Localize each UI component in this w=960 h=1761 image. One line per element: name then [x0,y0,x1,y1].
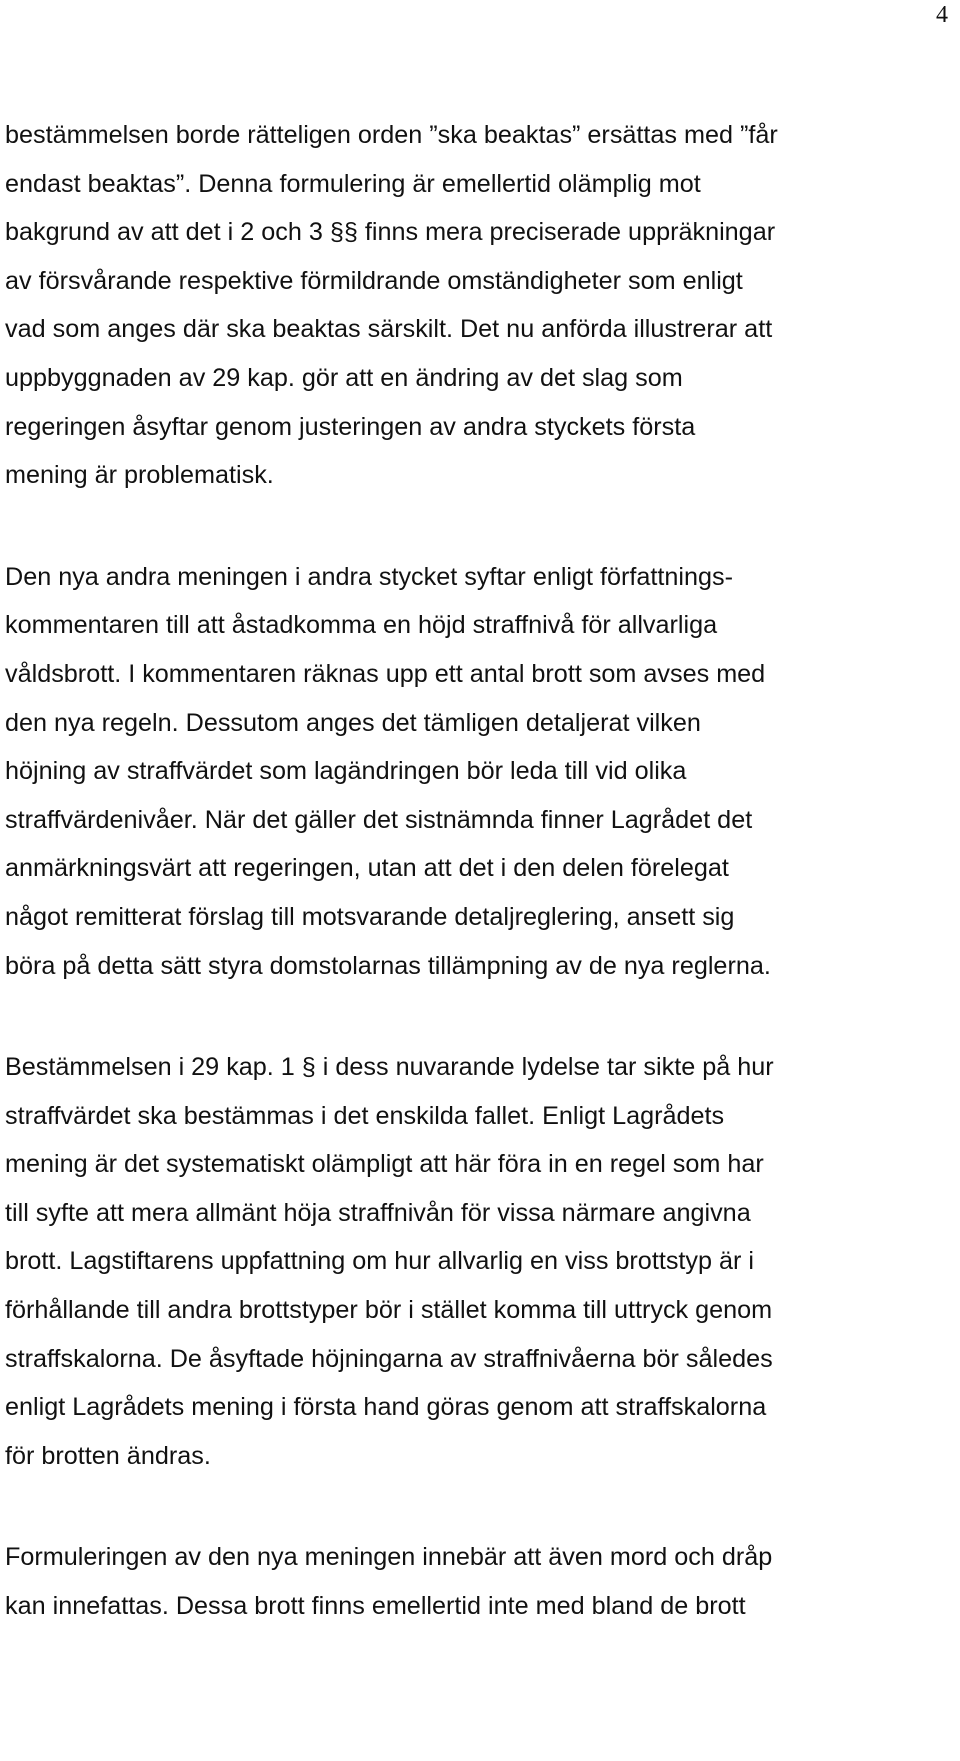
text-line: brott. Lagstiftarens uppfattning om hur allvarlig en viss brottstyp är i [5,1247,754,1276]
text-line: endast beaktas”. Denna formulering är emellertid olämplig mot [5,169,701,198]
text-line: Den nya andra meningen i andra stycket syftar enligt författnings- [5,562,734,591]
paragraph-1 [5,111,950,500]
text-line: kommentaren till att åstadkomma en höjd straffnivå för allvarliga [5,611,718,640]
text-line: straffskalorna. De åsyftade höjningarna av straffnivåerna bör således [5,1344,773,1373]
text-line: höjning av straffvärdet som lagändringen bör leda till vid olika [5,757,687,786]
text-line: straffvärdenivåer. När det gäller det sistnämnda finner Lagrådet det [5,805,753,834]
text-line: böra på detta sätt styra domstolarnas tillämpning av de nya reglerna. [5,951,771,980]
text-line: för brotten ändras. [5,1441,211,1470]
text-line: våldsbrott. I kommentaren räknas upp ett antal brott som avses med [5,659,766,688]
paragraph-4 [5,1533,950,1630]
text-line: Bestämmelsen i 29 kap. 1 § i dess nuvarande lydelse tar sikte på hur [5,1053,774,1082]
text-line: uppbyggnaden av 29 kap. gör att en ändring av det slag som [5,363,683,392]
text-line: kan innefattas. Dessa brott finns emellertid inte med bland de brott [5,1592,746,1621]
text-line: bakgrund av att det i 2 och 3 §§ finns mera preciserade uppräkningar [5,218,776,247]
text-line: vad som anges där ska beaktas särskilt. Det nu anförda illustrerar att [5,315,773,344]
text-line: mening är problematisk. [5,461,274,490]
text-line: anmärkningsvärt att regeringen, utan att det i den delen förelegat [5,854,729,883]
text-line: mening är det systematiskt olämpligt att här föra in en regel som har [5,1150,764,1179]
text-line: straffvärdet ska bestämmas i det enskilda fallet. Enligt Lagrådets [5,1101,725,1130]
paragraph-3 [5,1043,950,1480]
text-line: förhållande till andra brottstyper bör i stället komma till uttryck genom [5,1296,773,1325]
paragraph-2 [5,553,950,990]
text-line: bestämmelsen borde rätteligen orden ”ska beaktas” ersättas med ”får [5,121,778,149]
text-line: regeringen åsyftar genom justeringen av andra styckets första [5,412,696,441]
text-line: enligt Lagrådets mening i första hand göras genom att straffskalorna [5,1393,767,1422]
page-number: 4 [936,2,948,28]
text-line: till syfte att mera allmänt höja straffnivån för vissa närmare angivna [5,1198,751,1227]
text-line: något remitterat förslag till motsvarande detaljreglering, ansett sig [5,902,735,931]
text-line: den nya regeln. Dessutom anges det tämligen detaljerat vilken [5,708,701,737]
text-line: av försvårande respektive förmildrande omständigheter som enligt [5,266,743,295]
document-body [5,111,950,1684]
text-line: Formuleringen av den nya meningen innebär att även mord och dråp [5,1543,773,1572]
